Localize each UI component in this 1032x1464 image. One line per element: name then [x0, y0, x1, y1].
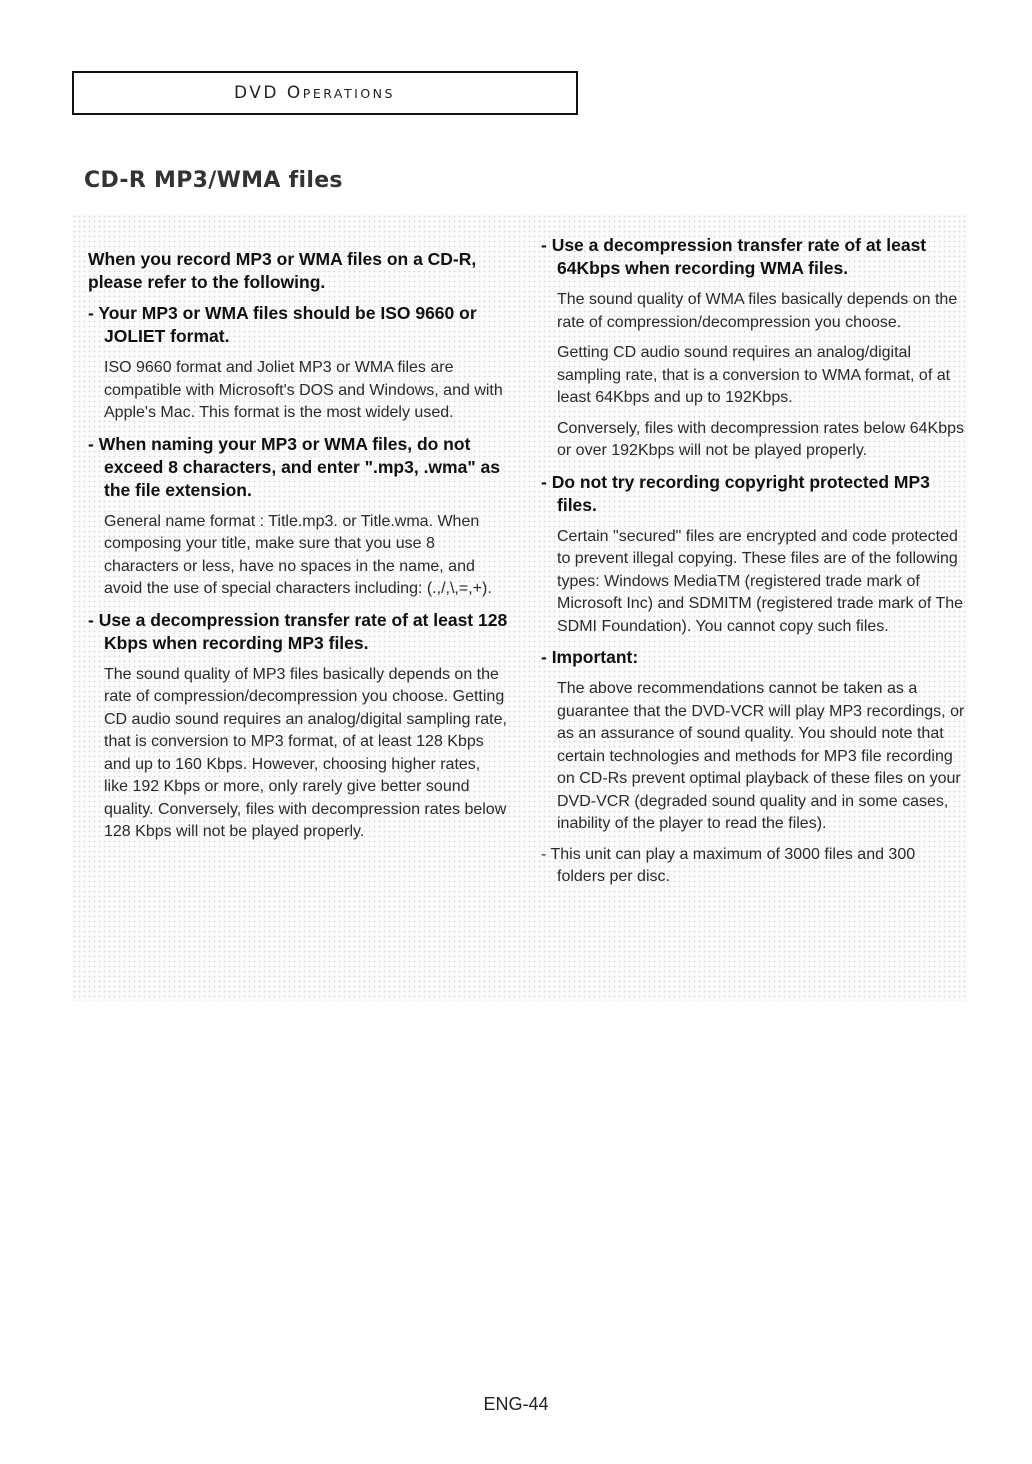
- list-item: [541, 646, 967, 836]
- list-item: [88, 302, 508, 425]
- chapter-header: [72, 71, 578, 115]
- intro-text: When you record MP3 or WMA files on a CD-R, please refer to the following.: [88, 249, 477, 292]
- item-body: Certain "secured" files are encrypted and code protected to prevent illegal copying. These files are of the following types: Windows MediaTM (registered trade mark of Microsoft Inc) and SDMITM (registered trade mark of The SDMI Foundation). You cannot copy such files.: [557, 527, 964, 635]
- item-body: The above recommendations cannot be taken as a guarantee that the DVD-VCR will play MP3 recordings, or as an assurance of sound quality. You should note that certain technologies and methods for MP3 file recording on CD-Rs prevent optimal playback of these files on your DVD-VCR (degraded sound quality and in some cases, inability of the player to read the files).: [557, 680, 965, 832]
- list-item: [541, 234, 967, 463]
- chapter-header-label: DVD O: [234, 83, 303, 103]
- item-title: - Use a decompression transfer rate of at least 128 Kbps when recording MP3 files.: [88, 609, 508, 653]
- item-body: The sound quality of WMA files basically depends on the rate of compression/decompression you choose.: [557, 291, 958, 331]
- item-body: The sound quality of MP3 files basically depends on the rate of compression/decompression you choose. Getting CD audio sound requires an analog/digital sampling rate, that is conversion to MP3 format, of at least 128 Kbps and up to 160 Kbps. However, choosing higher rates, like 192 Kbps or more, only rarely give better sound quality. Conversely, files with decompression rates below 128 Kbps will not be played properly.: [104, 665, 507, 840]
- item-title: - Use a decompression transfer rate of at least 64Kbps when recording WMA files.: [541, 235, 927, 278]
- item-title: - When naming your MP3 or WMA files, do not exceed 8 characters, and enter ".mp3, .wma" as the file extension.: [88, 433, 500, 500]
- page-number: ENG-44: [483, 1394, 549, 1414]
- section-title: CD-R MP3/WMA files: [84, 168, 343, 193]
- list-item: [88, 609, 508, 844]
- item-title: - Important:: [541, 647, 639, 667]
- right-column: [541, 234, 967, 889]
- item-body: Getting CD audio sound requires an analog/digital sampling rate, that is a conversion to WMA format, of at least 64Kbps and up to 192Kbps.: [557, 344, 951, 406]
- item-body: General name format : Title.mp3. or Title.wma. When composing your title, make sure that you use 8 characters or less, have no spaces in the name, and avoid the use of special characters including: (.,/,\,=,+).: [104, 512, 492, 597]
- item-title: - Your MP3 or WMA files should be ISO 9660 or JOLIET format.: [88, 303, 477, 346]
- list-item: [541, 471, 967, 639]
- closing-note: - This unit can play a maximum of 3000 files and 300 folders per disc.: [541, 845, 916, 885]
- content-panel: [72, 214, 968, 1001]
- item-body: Conversely, files with decompression rates below 64Kbps or over 192Kbps will not be played properly.: [557, 419, 965, 459]
- item-title: - Do not try recording copyright protected MP3 files.: [541, 471, 930, 515]
- item-body: ISO 9660 format and Joliet MP3 or WMA files are compatible with Microsoft's DOS and Windows, and with Apple's Mac. This format is the most widely used.: [104, 359, 503, 421]
- left-column: [88, 248, 508, 852]
- list-item: [88, 433, 508, 601]
- chapter-header-smallcaps: PERATIONS: [302, 86, 395, 101]
